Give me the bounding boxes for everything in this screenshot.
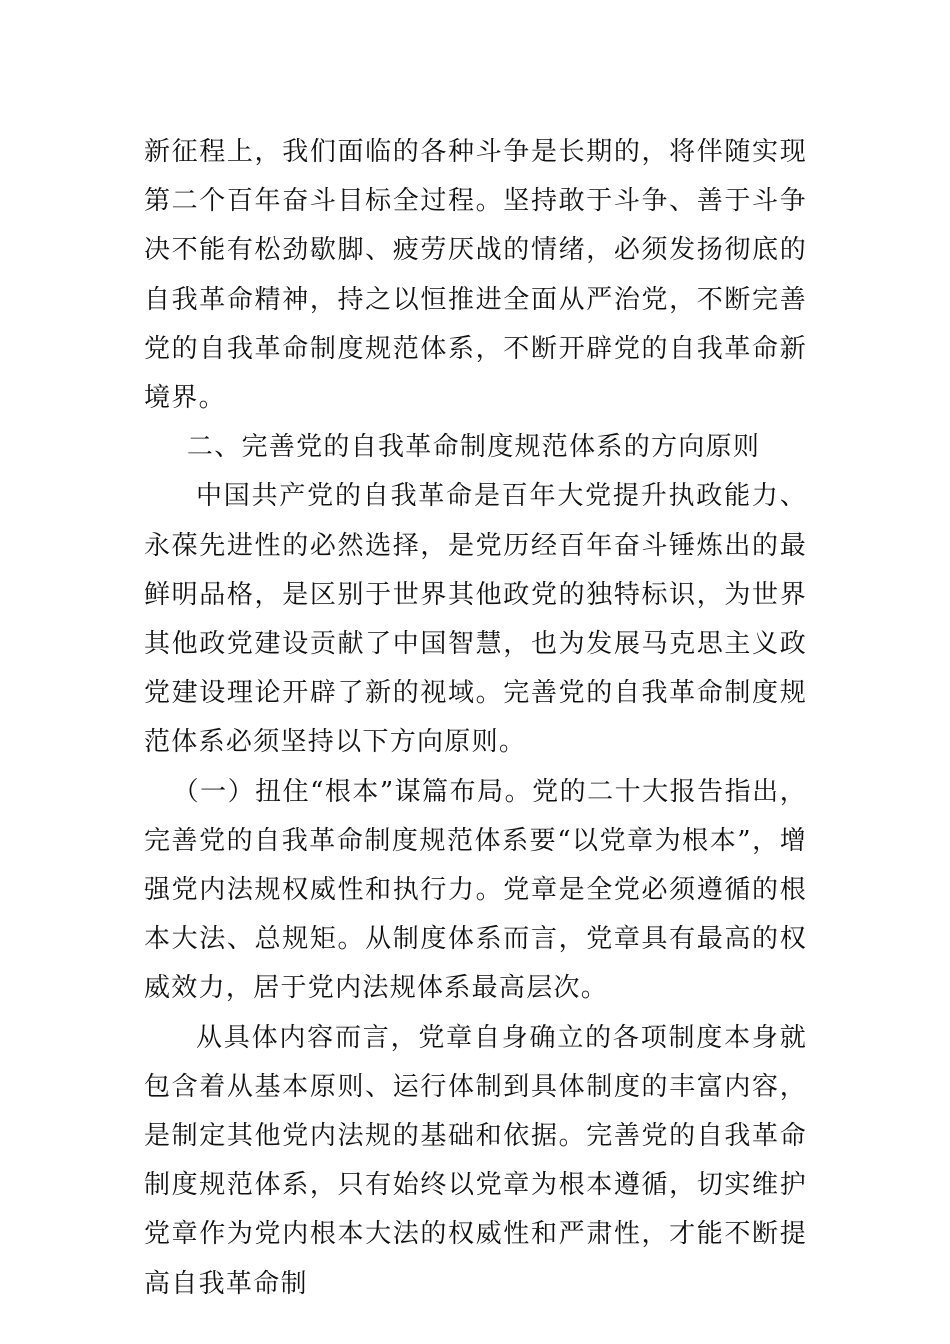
paragraph-content: 从具体内容而言，党章自身确立的各项制度本身就包含着从基本原则、运行体制到具体制度的丰富内容，是制定其他党内法规的基础和依据。完善党的自我革命制度规范体系，只有始终以党章为根本遵循，切实维护党章作为党内根本大法的权威性和严肃性，才能不断提高自我革命制 <box>144 1022 807 1299</box>
section-heading: 二、完善党的自我革命制度规范体系的方向原则 <box>186 432 761 463</box>
subsection-paragraph: （一）扭住“根本”谋篇布局。党的二十大报告指出，完善党的自我革命制度规范体系要“以党章为根本”，增强党内法规权威性和执行力。党章是全党必须遵循的根本大法、总规矩。从制度体系而言，党章具有最高的权威效力，居于党内法规体系最高层次。 <box>144 776 807 1004</box>
document-body <box>144 128 807 1309</box>
paragraph-intro: 中国共产党的自我革命是百年大党提升执政能力、永葆先进性的必然选择，是党历经百年奋斗锤炼出的最鲜明品格，是区别于世界其他政党的独特标识，为世界其他政党建设贡献了中国智慧，也为发展马克思主义政党建设理论开辟了新的视域。完善党的自我革命制度规范体系必须坚持以下方向原则。 <box>144 481 807 758</box>
paragraph-continued: 新征程上，我们面临的各种斗争是长期的，将伴随实现第二个百年奋斗目标全过程。坚持敢于斗争、善于斗争决不能有松劲歇脚、疲劳厌战的情绪，必须发扬彻底的自我革命精神，持之以恒推进全面从严治党，不断完善党的自我革命制度规范体系，不断开辟党的自我革命新境界。 <box>144 137 807 414</box>
